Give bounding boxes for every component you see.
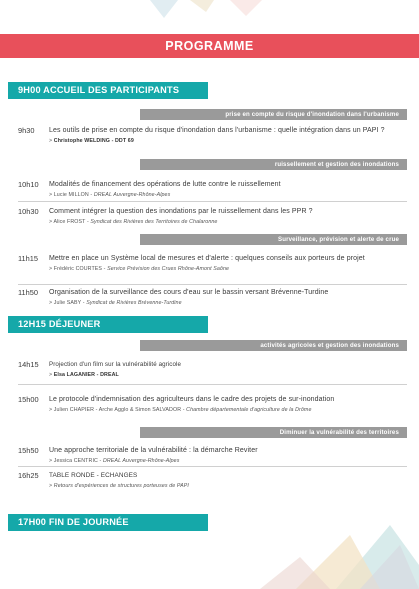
speaker-prefix: > [49,482,54,489]
item-speaker [49,482,404,490]
item-title-text: Une approche territoriale de la vulnérabilité : la démarche Reviter [49,447,258,454]
speaker-prefix: > Julie SABY - [49,299,87,306]
item-time: 16h25 [18,471,39,480]
item-title-text: Projection d'un film sur la vulnérabilité agricole [49,361,182,368]
item-title [49,395,404,414]
item-title [49,288,404,307]
item-time: 11h15 [18,254,39,263]
item-time: 15h50 [18,446,39,455]
item-time: 14h15 [18,360,39,369]
divider [18,384,407,385]
item-title [49,360,404,379]
divider [18,466,407,467]
speaker-rest: Syndicat des Rivières des Territoires de Chalaronne [90,218,218,225]
speaker-rest: Service Prévision des Crues Rhône-Amont Saône [107,265,230,272]
item-speaker [49,265,404,273]
item-speaker [49,218,404,226]
section-fin: 17H00 FIN DE JOURNÉE [8,514,208,531]
speaker-prefix: > [49,371,54,378]
item-speaker [49,371,404,379]
item-title-text: Mettre en place un Système local de mesures et d'alerte : quelques conseils aux porteurs de projet [49,255,365,262]
item-time: 10h10 [18,180,39,189]
item-time: 15h00 [18,395,39,404]
item-speaker [49,299,404,307]
item-title [49,254,404,273]
item-title-text: Comment intégrer la question des inondations par le ruissellement dans les PPR ? [49,208,313,215]
speaker-prefix: > [49,137,54,144]
theme-vulnerabilite: Diminuer la vulnérabilité des territoires [140,427,407,438]
speaker-rest: DREAL Auvergne-Rhône-Alpes [102,457,180,464]
item-speaker [49,191,404,199]
theme-agricoles: activités agricoles et gestion des inondations [140,340,407,351]
item-speaker [49,137,404,145]
item-time: 10h30 [18,207,39,216]
speaker-rest: Retours d'expériences de structures porteuses de PAPI [53,482,189,489]
theme-urbanisme: prise en compte du risque d'inondation dans l'urbanisme [140,109,407,120]
speaker-prefix: > Frédéric COURTES - [49,265,108,272]
item-title-text: TABLE RONDE - ECHANGES [49,472,138,479]
theme-ruissellement: ruissellement et gestion des inondations [140,159,407,170]
speaker-rest: DREAL Auvergne-Rhône-Alpes [93,191,171,198]
speaker-prefix: > Julien CHAPIER - Arche Agglo & Simon SALVADOR - [49,406,187,413]
item-title-text: Organisation de la surveillance des cours d'eau sur le bassin versant Brévenne-Turdine [49,289,329,296]
programme-banner: PROGRAMME [0,34,419,58]
speaker-bold: Elsa LAGANIER - DREAL [53,371,119,378]
item-title-text: Le protocole d'indemnisation des agriculteurs dans le cadre des projets de sur-inondation [49,396,335,403]
item-title [49,446,404,465]
item-time: 9h30 [18,126,35,135]
item-time: 11h50 [18,288,39,297]
speaker-rest: Syndicat de Rivières Brévenne-Turdine [86,299,182,306]
item-title-text: Modalités de financement des opérations de lutte contre le ruissellement [49,181,281,188]
section-accueil: 9H00 ACCUEIL DES PARTICIPANTS [8,82,208,99]
divider [18,284,407,285]
theme-surveillance: Surveillance, prévision et alerte de crue [140,234,407,245]
divider [18,201,407,202]
speaker-prefix: > Jessica CENTRIC - [49,457,103,464]
item-title [49,126,404,145]
speaker-prefix: > Lucie MILLON - [49,191,94,198]
item-speaker [49,406,404,414]
speaker-rest: Chambre départementale d'agriculture de la Drôme [186,406,312,413]
item-title [49,180,404,199]
decorative-triangles-bottom [240,515,419,589]
item-title [49,207,404,226]
item-speaker [49,457,404,465]
speaker-prefix: > Alice FROST - [49,218,91,225]
item-title-text: Les outils de prise en compte du risque d'inondation dans l'urbanisme : quelle intégration dans un PAPI ? [49,127,385,134]
section-dejeuner: 12H15 DÉJEUNER [8,316,208,333]
item-title [49,471,404,490]
speaker-bold: Christophe WELDING - DDT 69 [53,137,134,144]
